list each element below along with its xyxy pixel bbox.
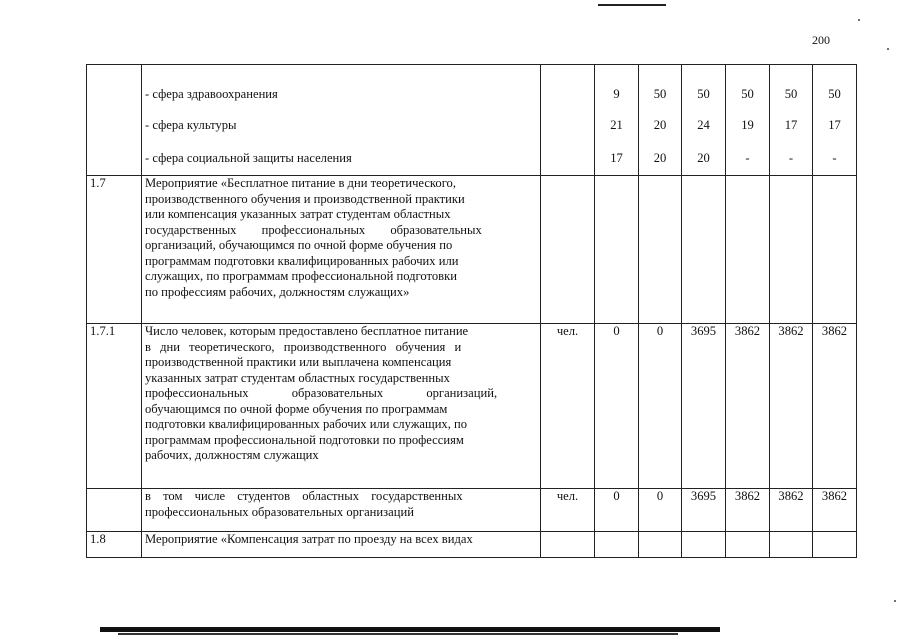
row-unit: [541, 176, 595, 324]
bottom-scan-edge: [100, 627, 720, 632]
bottom-scan-edge-shadow: [118, 633, 678, 635]
value-cell: [770, 176, 813, 324]
scan-speck: [858, 19, 860, 21]
row-unit: [541, 65, 595, 176]
row-id: [87, 65, 142, 176]
subitem-label: - сфера здравоохранения: [145, 87, 278, 101]
value-cell: 3862: [770, 324, 813, 489]
value-cell: 0: [639, 324, 682, 489]
value-cell: 3862: [726, 489, 770, 532]
row-id: [87, 489, 142, 532]
row-id: 1.7: [87, 176, 142, 324]
row-description: [142, 65, 541, 176]
table-row: [87, 489, 857, 532]
value-cell: 0: [595, 489, 639, 532]
row-description: Мероприятие «Бесплатное питание в дни теоретического, производственного обучения и производственной практики или компенсация указанных затрат студентам областных государственных профессиональных образовательных организаций, обучающимся по очной форме обучения по программам подготовки квалифицированных рабочих или служащих, по программам профессиональной подготовки по профессиям рабочих, должностям служащих»: [142, 176, 541, 324]
value-cell: [595, 176, 639, 324]
value-cell: [813, 532, 857, 558]
row-id: 1.8: [87, 532, 142, 558]
value-cell: 0: [639, 489, 682, 532]
page-number: 200: [812, 33, 830, 47]
value-cell: 50 19 -: [726, 65, 770, 176]
value-cell: [770, 532, 813, 558]
value-cell: [639, 176, 682, 324]
scan-speck: [887, 48, 889, 50]
value-cell: [595, 532, 639, 558]
value-cell: 3862: [726, 324, 770, 489]
value-cell: 50 17 -: [770, 65, 813, 176]
row-unit: чел.: [541, 324, 595, 489]
value-cell: 3862: [813, 489, 857, 532]
value-cell: [682, 176, 726, 324]
value-cell: [726, 532, 770, 558]
row-id: 1.7.1: [87, 324, 142, 489]
subitem-label: - сфера социальной защиты населения: [145, 151, 352, 165]
top-scan-mark: [598, 4, 666, 6]
table-row: [87, 532, 857, 558]
value-cell: 3695: [682, 489, 726, 532]
value-cell: 50 24 20: [682, 65, 726, 176]
value-cell: [813, 176, 857, 324]
table-row: [87, 65, 857, 176]
row-unit: чел.: [541, 489, 595, 532]
value-cell: 3862: [813, 324, 857, 489]
subitem-label: - сфера культуры: [145, 118, 237, 132]
row-unit: [541, 532, 595, 558]
value-cell: 0: [595, 324, 639, 489]
value-cell: [682, 532, 726, 558]
row-description: Число человек, которым предоставлено бесплатное питание в дни теоретического, производственного обучения и производственной практики или выплачена компенсация указанных затрат студентам областных государственных профессиональных образовательных организаций, обучающимся по очной форме обучения по программам подготовки квалифицированных рабочих или служащих, по программам профессиональной подготовки по профессиям рабочих, должностям служащих: [142, 324, 541, 489]
row-description: Мероприятие «Компенсация затрат по проезду на всех видах: [142, 532, 541, 558]
value-cell: 50 17 -: [813, 65, 857, 176]
value-cell: 9 21 17: [595, 65, 639, 176]
value-cell: 50 20 20: [639, 65, 682, 176]
value-cell: [726, 176, 770, 324]
table-row: [87, 324, 857, 489]
scan-speck: [894, 600, 896, 602]
value-cell: 3862: [770, 489, 813, 532]
value-cell: [639, 532, 682, 558]
data-table: [86, 64, 857, 558]
table-row: [87, 176, 857, 324]
row-description: в том числе студентов областных государственных профессиональных образовательных организаций: [142, 489, 541, 532]
value-cell: 3695: [682, 324, 726, 489]
